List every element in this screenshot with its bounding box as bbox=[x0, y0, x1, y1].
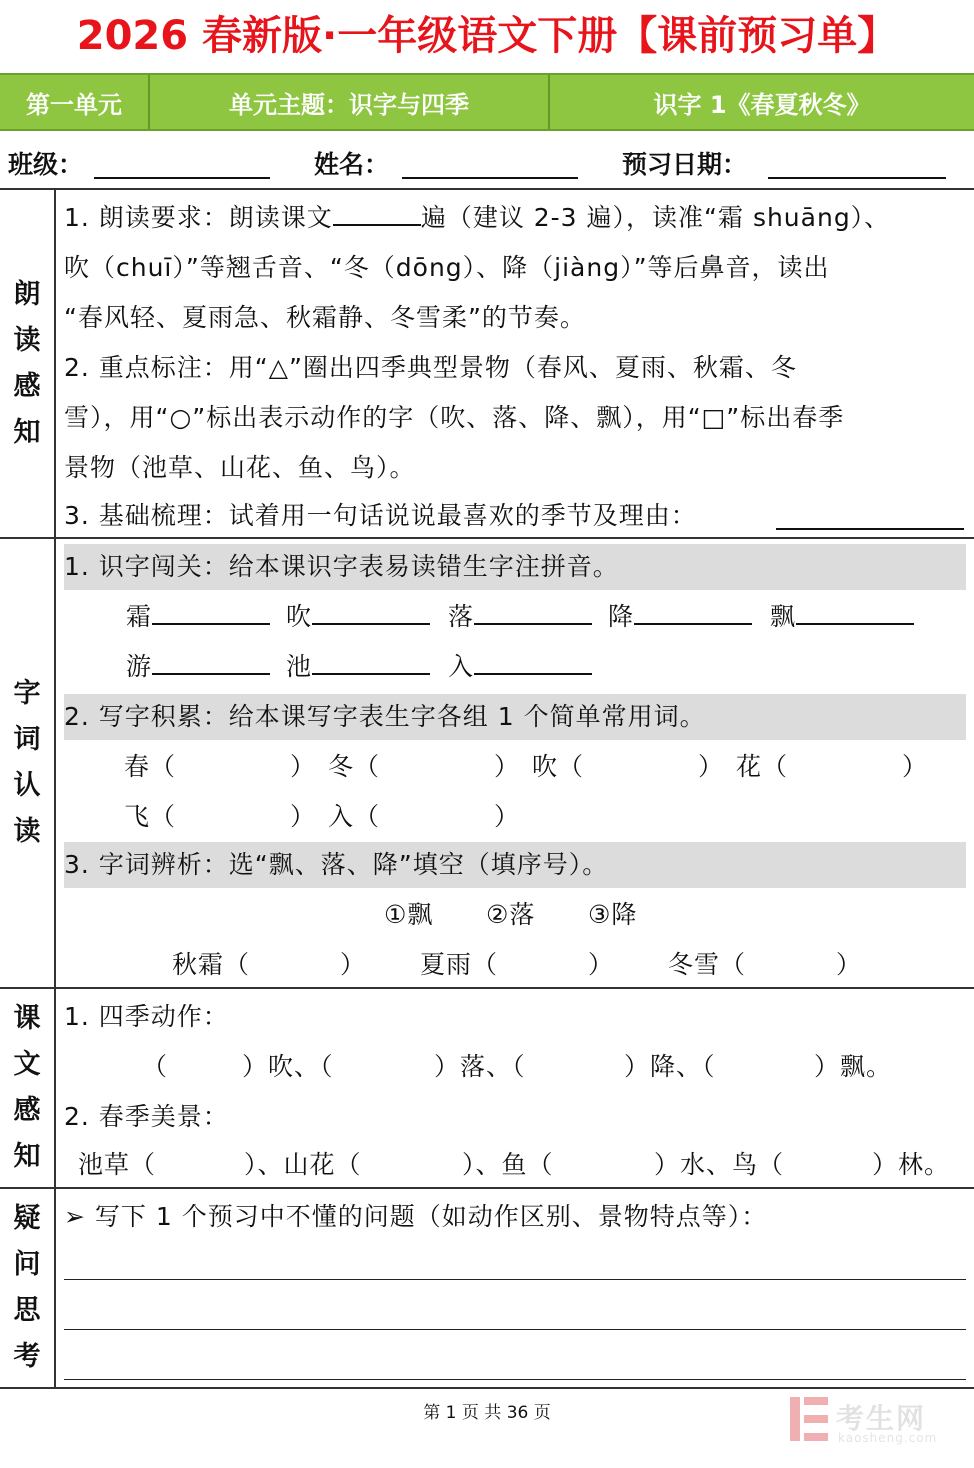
page-title: 2026 春新版·一年级语文下册【课前预习单】 bbox=[76, 13, 898, 59]
action-blank[interactable]: （ bbox=[142, 1052, 169, 1081]
pinyin-blank[interactable] bbox=[474, 599, 592, 625]
action-blank[interactable]: ）吹、（ bbox=[242, 1052, 334, 1081]
word-blank[interactable]: 春（ bbox=[124, 752, 177, 781]
word-blank[interactable]: 花（ bbox=[736, 752, 789, 781]
fill-blank[interactable]: 夏雨（ bbox=[420, 950, 499, 979]
name-label: 姓名： bbox=[314, 150, 390, 179]
logo-icon bbox=[788, 1393, 832, 1445]
word-blank[interactable]: 飞（ bbox=[124, 802, 177, 831]
writing-line[interactable] bbox=[64, 1379, 966, 1380]
word-blank[interactable]: 吹（ bbox=[532, 752, 585, 781]
page-footer: 第 1 页 共 36 页 bbox=[423, 1403, 551, 1423]
class-label: 班级： bbox=[8, 150, 84, 179]
date-blank[interactable] bbox=[768, 177, 946, 179]
favorite-season-blank[interactable] bbox=[776, 528, 964, 530]
action-blank[interactable]: ）降、（ bbox=[624, 1052, 716, 1081]
option-label: ③降 bbox=[588, 900, 638, 929]
word-blank[interactable]: 入（ bbox=[328, 802, 381, 831]
pinyin-blank[interactable] bbox=[152, 599, 270, 625]
student-info-row bbox=[0, 133, 974, 190]
pinyin-blank[interactable] bbox=[312, 649, 430, 675]
section-side-label: 疑 问 思 考 bbox=[0, 1189, 56, 1387]
pinyin-blank[interactable] bbox=[474, 649, 592, 675]
section-side-label: 课 文 感 知 bbox=[0, 989, 56, 1187]
option-label: ②落 bbox=[486, 900, 536, 929]
pinyin-question: 1. 识字闯关：给本课识字表易读错生字注拼音。 bbox=[64, 552, 619, 581]
word-question: 2. 写字积累：给本课写字表生字各组 1 个简单常用词。 bbox=[64, 702, 706, 731]
unit-label: 第一单元 bbox=[0, 75, 150, 129]
writing-line[interactable] bbox=[64, 1279, 966, 1280]
unit-theme: 单元主题：识字与四季 bbox=[150, 75, 550, 129]
fill-blank[interactable]: 冬雪（ bbox=[668, 950, 747, 979]
class-blank[interactable] bbox=[94, 177, 270, 179]
scene-blank[interactable]: ）、山花（ bbox=[244, 1150, 362, 1179]
section-questions bbox=[0, 1189, 974, 1389]
watermark-logo bbox=[788, 1393, 958, 1453]
read-times-blank[interactable] bbox=[333, 200, 421, 226]
text-line: 雪），用“○”标出表示动作的字（吹、落、降、飘），用“□”标出春季 bbox=[64, 403, 845, 432]
favorite-season-question: 3. 基础梳理：试着用一句话说说最喜欢的季节及理由： bbox=[64, 501, 697, 530]
word-blank[interactable]: 冬（ bbox=[328, 752, 381, 781]
section-side-label: 朗 读 感 知 bbox=[0, 190, 56, 537]
actions-question: 1. 四季动作： bbox=[64, 1002, 229, 1031]
section-text-perception: 课 文 感 知 1. 四季动作： （ ）吹、（ ）落、（ ）降、（ ）飘。 2. 春季美景： 池草（ ）、山花（ ）、鱼（ ）水、鸟（ ）林。 bbox=[0, 989, 974, 1189]
watermark-subtext: kaosheng.com bbox=[838, 1431, 938, 1445]
text-line: 2. 重点标注：用“△”圈出四季典型景物（春风、夏雨、秋霜、冬 bbox=[64, 353, 797, 382]
writing-line[interactable] bbox=[64, 1329, 966, 1330]
watermark-text: 考生网 bbox=[836, 1402, 927, 1435]
fill-blank[interactable]: 秋霜（ bbox=[172, 950, 251, 979]
section-side-label: 字 词 认 读 bbox=[0, 539, 56, 987]
scene-blank[interactable]: 池草（ bbox=[78, 1150, 157, 1179]
pinyin-blank[interactable] bbox=[796, 599, 914, 625]
text-line: 景物（池草、山花、鱼、鸟）。 bbox=[64, 453, 416, 482]
section-word-reading: 字 词 认 读 1. 识字闯关：给本课识字表易读错生字注拼音。 霜 吹 落 降 飘 游 池 入 2. 写字积累：给本课写字表生字各组 1 个简单常用词。 春（ ） 冬（ ） 吹（ ） 花（ ） 飞（ ） 入（ ） 3. 字词辨析：选“飘、落、降”填空（填序号）。 ①飘 ②落 ③降 秋霜（ ） 夏雨（ ） 冬雪（ ） bbox=[0, 539, 974, 989]
lesson-title: 识字 1《春夏秋冬》 bbox=[653, 90, 871, 119]
section-reading bbox=[0, 190, 974, 539]
text-line: “春风轻、夏雨急、秋霜静、冬雪柔”的节奏。 bbox=[64, 303, 586, 332]
name-blank[interactable] bbox=[402, 177, 578, 179]
question-prompt: ➢ 写下 1 个预习中不懂的问题（如动作区别、景物特点等）： bbox=[64, 1202, 768, 1231]
scene-blank[interactable]: ）水、鸟（ bbox=[654, 1150, 785, 1179]
pinyin-blank[interactable] bbox=[634, 599, 752, 625]
scenery-question: 2. 春季美景： bbox=[64, 1102, 229, 1131]
date-label: 预习日期： bbox=[622, 150, 748, 179]
option-label: ①飘 bbox=[384, 900, 434, 929]
word-distinguish-question: 3. 字词辨析：选“飘、落、降”填空（填序号）。 bbox=[64, 850, 609, 879]
text-line: 吹（chuī）”等翘舌音、“冬（dōng）、降（jiàng）”等后鼻音，读出 bbox=[64, 253, 830, 282]
pinyin-blank[interactable] bbox=[152, 649, 270, 675]
scene-blank[interactable]: ）、鱼（ bbox=[462, 1150, 554, 1179]
action-blank[interactable]: ）落、（ bbox=[434, 1052, 526, 1081]
pinyin-blank[interactable] bbox=[312, 599, 430, 625]
unit-header-bar bbox=[0, 73, 974, 131]
reading-requirement: 1. 朗读要求：朗读课文 遍（建议 2-3 遍），读准“霜 shuāng）、 bbox=[64, 193, 966, 243]
